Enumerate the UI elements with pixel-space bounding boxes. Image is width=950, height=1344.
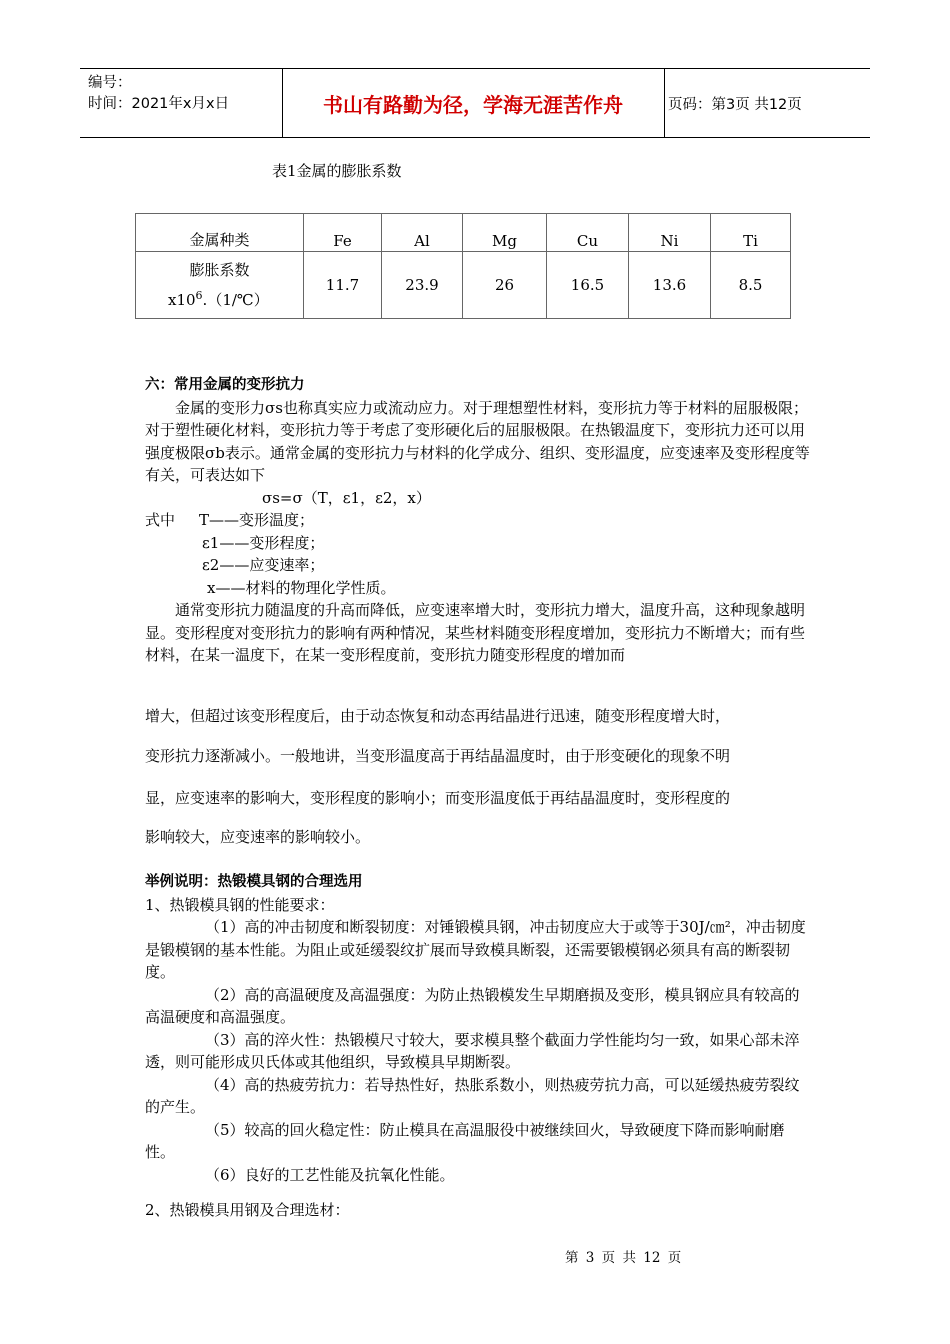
coefficient-value-cell: 26 <box>463 252 547 319</box>
table-caption: 表1金属的膨胀系数 <box>272 162 402 180</box>
doc-number-label: 编号： <box>88 75 132 91</box>
row-header-metal-type: 金属种类 <box>136 214 304 252</box>
coefficient-value-cell: 23.9 <box>382 252 463 319</box>
list-item: （5）较高的回火稳定性：防止模具在高温服役中被继续回火，导致硬度下降而影响耐磨性。 <box>145 1120 785 1161</box>
coefficient-value-cell: 8.5 <box>711 252 791 319</box>
section-heading: 六：常用金属的变形抗力 <box>145 377 305 393</box>
metal-name-cell: Ti <box>711 214 791 252</box>
list-item: （6）良好的工艺性能及抗氧化性能。 <box>205 1165 455 1184</box>
section-deformation-resistance <box>145 374 810 667</box>
coefficient-value-cell: 11.7 <box>304 252 382 319</box>
paragraph-line: 变形抗力逐渐减小。一般地讲，当变形温度高于再结晶温度时，由于形变硬化的现象不明 <box>145 747 731 765</box>
formula-variable: 式中 T——变形温度； <box>145 511 315 529</box>
formula-variable: ε1——变形程度； <box>202 533 325 552</box>
formula: σs=σ（T，ε1，ε2，x） <box>262 488 431 507</box>
section-heading: 举例说明：热锻模具钢的合理选用 <box>145 874 363 890</box>
table-row <box>136 214 791 252</box>
metal-name-cell: Ni <box>629 214 711 252</box>
paragraph: 金属的变形力σs也称真实应力或流动应力。对于理想塑性材料，变形抗力等于材料的屈服极限；对于塑性硬化材料，变形抗力等于考虑了变形硬化后的屈服极限。在热锻温度下，变形抗力还可以用强度极限σb表示。通常金属的变形抗力与材料的化学成分、组织、变形温度，应变速率及变形程度等有关，可表达如下 <box>145 398 810 484</box>
list-item: （4）高的热疲劳抗力：若导热性好，热胀系数小，则热疲劳抗力高，可以延缓热疲劳裂纹的产生。 <box>145 1075 800 1116</box>
table-row <box>136 252 791 319</box>
header-motto: 书山有路勤为径，学海无涯苦作舟 <box>323 92 623 117</box>
row-header-coefficient <box>136 252 304 319</box>
page-header <box>80 68 870 138</box>
metal-name-cell: Mg <box>463 214 547 252</box>
paragraph-line: 影响较大，应变速率的影响较小。 <box>145 828 371 846</box>
paragraph: 通常变形抗力随温度的升高而降低，应变速率增大时，变形抗力增大，温度升高，这种现象越明显。变形程度对变形抗力的影响有两种情况，某些材料随变形程度增加，变形抗力不断增大；而有些材料，在某一温度下，在某一变形程度前，变形抗力随变形程度的增加而 <box>145 601 806 664</box>
paragraph-line: 增大，但超过该变形程度后，由于动态恢复和动态再结晶进行迅速，随变形程度增大时， <box>145 707 731 725</box>
coefficient-value-cell: 13.6 <box>629 252 711 319</box>
metal-name-cell: Fe <box>304 214 382 252</box>
header-divider <box>282 69 283 137</box>
doc-time-label: 时间：2021年x月x日 <box>88 96 230 112</box>
formula-variable: x——材料的物理化学性质。 <box>207 578 396 597</box>
metal-name-cell: Cu <box>547 214 629 252</box>
header-divider <box>664 69 665 137</box>
coefficient-unit: $x10^6.(1/℃)$ <box>168 289 269 309</box>
coefficient-value-cell: 16.5 <box>547 252 629 319</box>
metal-name-cell: Al <box>382 214 463 252</box>
header-page-number: 页码：第3页 共12页 <box>668 96 802 113</box>
list-item: （3）高的淬火性：热锻模尺寸较大，要求模具整个截面力学性能均匀一致，如果心部未淬透，则可能形成贝氏体或其他组织，导致模具早期断裂。 <box>145 1030 800 1071</box>
expansion-table <box>135 213 791 319</box>
list-item: （1）高的冲击韧度和断裂韧度：对锤锻模具钢，冲击韧度应大于或等于30J/㎝²，冲击韧度是锻模钢的基本性能。为阻止或延缓裂纹扩展而导致模具断裂，还需要锻模钢必须具有高的断裂韧度。 <box>145 918 806 981</box>
page-footer: 第 3 页 共 12 页 <box>565 1250 682 1266</box>
subsection-title: 1、热锻模具钢的性能要求： <box>145 895 335 914</box>
coefficient-label: 膨胀系数 <box>189 261 250 279</box>
header-meta <box>88 73 278 115</box>
formula-variable: ε2——应变速率； <box>202 556 325 574</box>
subsection-title: 2、热锻模具用钢及合理选材： <box>145 1201 350 1219</box>
section-example <box>145 871 810 1186</box>
list-item: （2）高的高温硬度及高温强度：为防止热锻模发生早期磨损及变形，模具钢应具有较高的高温硬度和高温强度。 <box>145 985 800 1026</box>
paragraph-line: 显，应变速率的影响大，变形程度的影响小；而变形温度低于再结晶温度时，变形程度的 <box>145 789 731 807</box>
